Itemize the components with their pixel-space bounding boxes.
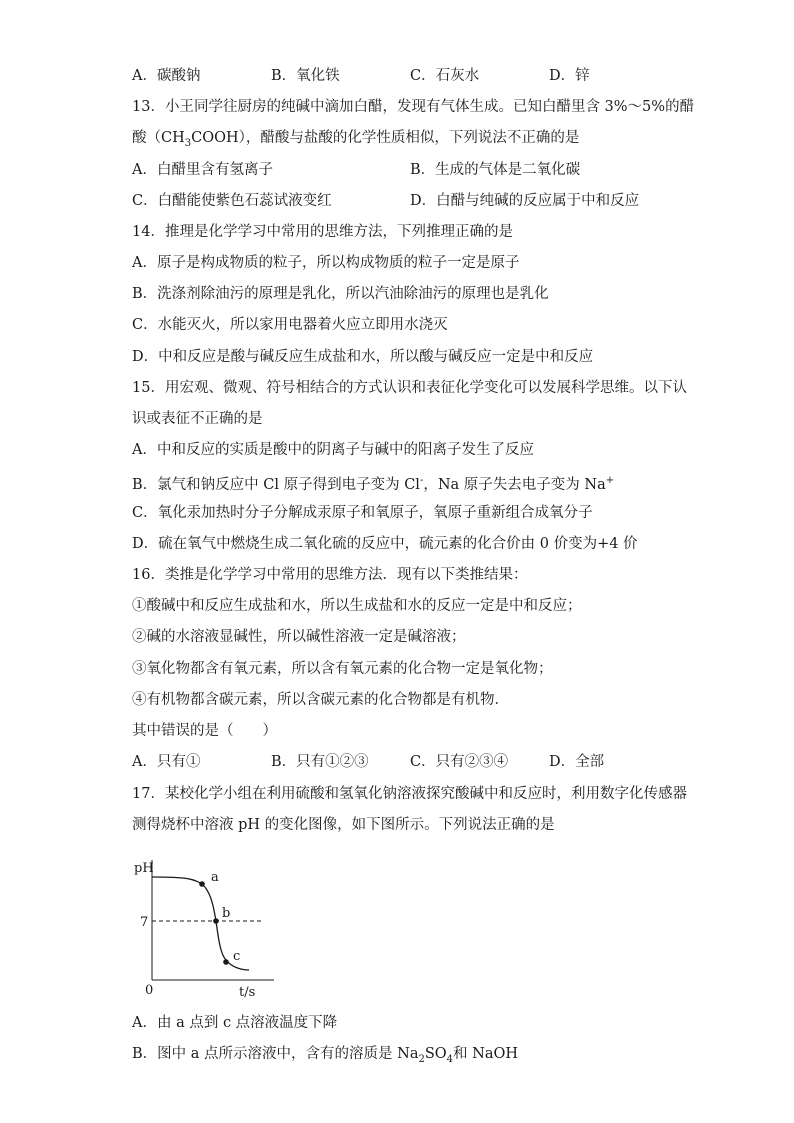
- point-b-label: b: [222, 906, 231, 921]
- q15-stem-line2: 识或表征不正确的是: [132, 411, 263, 427]
- y-axis-label: pH: [134, 861, 154, 876]
- q12-option-a: A．碳酸钠: [132, 68, 201, 84]
- q16-item-1: ①酸碱中和反应生成盐和水，所以生成盐和水的反应一定是中和反应；: [132, 598, 582, 614]
- q14-option-b: B．洗涤剂除油污的原理是乳化，所以汽油除油污的原理也是乳化: [132, 286, 549, 302]
- q14-option-c: C．水能灭火，所以家用电器着火应立即用水浇灭: [132, 317, 448, 333]
- q16-stem: 16．类推是化学学习中常用的思维方法．现有以下类推结果：: [132, 567, 528, 583]
- q17-option-b: B．图中 a 点所示溶液中，含有的溶质是 $Na_2SO_4$和 NaOH: [132, 1046, 519, 1065]
- q14-option-a: A．原子是构成物质的粒子，所以构成物质的粒子一定是原子: [132, 255, 520, 271]
- origin-label: 0: [145, 983, 154, 998]
- point-b: [213, 918, 219, 924]
- q17-option-a: A．由 a 点到 c 点溶液温度下降: [132, 1015, 338, 1031]
- point-a: [199, 881, 205, 887]
- q16-option-b: B．只有①②③: [271, 754, 369, 770]
- q13-option-b: B．生成的气体是二氧化碳: [410, 162, 581, 178]
- q15-stem-line1: 15．用宏观、微观、符号相结合的方式认识和表征化学变化可以发展科学思维。以下认: [132, 380, 687, 396]
- q12-option-d: D．锌: [549, 68, 590, 84]
- q12-option-c: C．石灰水: [410, 68, 480, 84]
- q16-item-4: ④有机物都含碳元素，所以含碳元素的化合物都是有机物．: [132, 692, 509, 708]
- q15-option-a: A．中和反应的实质是酸中的阴离子与碱中的阳离子发生了反应: [132, 442, 534, 458]
- q16-item-3: ③氧化物都含有氧元素，所以含有氧元素的化合物一定是氧化物；: [132, 661, 553, 677]
- q14-option-d: D．中和反应是酸与碱反应生成盐和水，所以酸与碱反应一定是中和反应: [132, 349, 594, 365]
- q15-option-d: D．硫在氧气中燃烧生成二氧化硫的反应中，硫元素的化合价由 0 价变为+4 价: [132, 536, 638, 552]
- ph-chart: [128, 850, 278, 1000]
- point-a-label: a: [211, 870, 219, 885]
- q16-question: 其中错误的是（ ）: [132, 723, 277, 739]
- point-c-label: c: [233, 949, 241, 964]
- q13-option-c: C．白醋能使紫色石蕊试液变红: [132, 193, 332, 209]
- q14-stem: 14．推理是化学学习中常用的思维方法，下列推理正确的是: [132, 224, 513, 240]
- point-c: [223, 959, 229, 965]
- q16-option-c: C．只有②③④: [410, 754, 509, 770]
- q16-option-a: A．只有①: [132, 754, 201, 770]
- q17-stem-line1: 17．某校化学小组在利用硫酸和氢氧化钠溶液探究酸碱中和反应时，利用数字化传感器: [132, 786, 687, 802]
- q13-option-a: A．白醋里含有氢离子: [132, 162, 273, 178]
- x-axis-label: t/s: [239, 985, 256, 1000]
- q17-stem-line2: 测得烧杯中溶液 pH 的变化图像，如下图所示。下列说法正确的是: [132, 817, 555, 833]
- reference-label-7: 7: [140, 915, 149, 930]
- q15-option-c: C．氧化汞加热时分子分解成汞原子和氧原子，氧原子重新组合成氧分子: [132, 505, 593, 521]
- q13-option-d: D．白醋与纯碱的反应属于中和反应: [410, 193, 640, 209]
- q13-stem-line1: 13．小王同学往厨房的纯碱中滴加白醋，发现有气体生成。已知白醋里含 3%～5%的醋: [132, 99, 695, 115]
- q16-item-2: ②碱的水溶液显碱性，所以碱性溶液一定是碱溶液；: [132, 629, 466, 645]
- q15-option-b: B．氯气和钠反应中 Cl 原子得到电子变为 Cl-，Na 原子失去电子变为 Na+: [132, 475, 615, 493]
- q13-stem-line2: 酸$(CH_3COOH)$，醋酸与盐酸的化学性质相似，下列说法不正确的是: [132, 130, 580, 149]
- q12-option-b: B．氧化铁: [271, 68, 340, 84]
- q16-option-d: D．全部: [549, 754, 605, 770]
